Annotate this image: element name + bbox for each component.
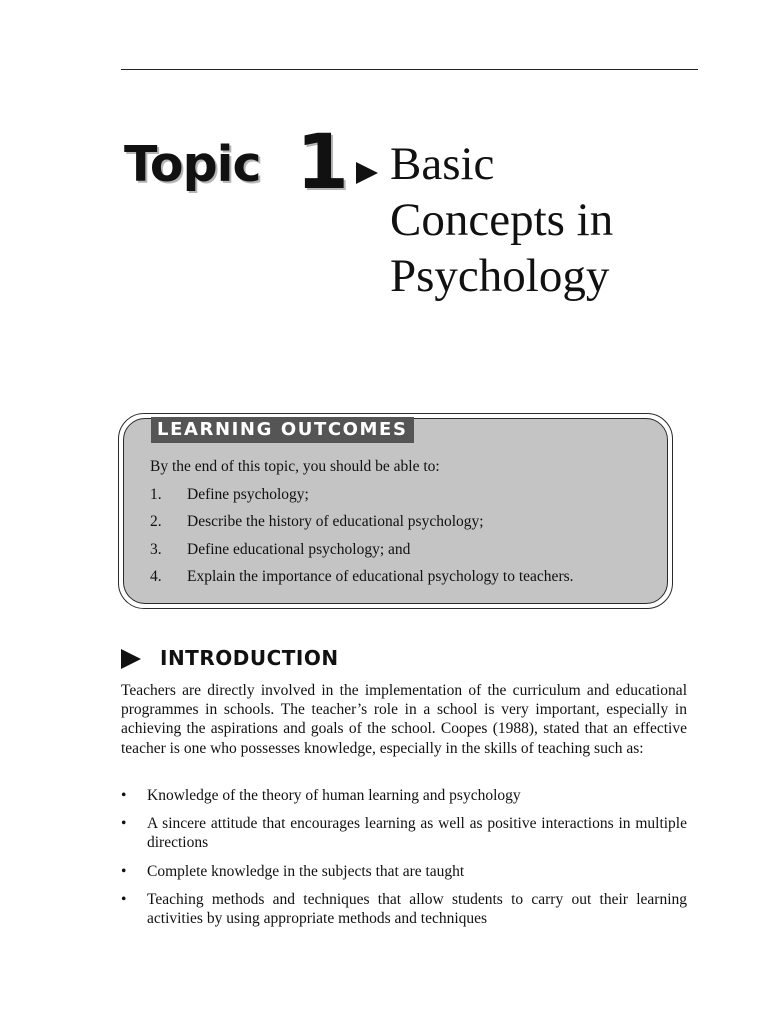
learning-outcome-text: Define educational psychology; and	[187, 541, 411, 558]
introduction-heading: INTRODUCTION	[160, 646, 339, 670]
learning-outcomes-heading: LEARNING OUTCOMES	[151, 417, 414, 443]
list-item	[121, 814, 687, 852]
topic-title	[390, 136, 690, 304]
learning-outcomes-intro: By the end of this topic, you should be able to:	[150, 458, 440, 475]
list-item-text: Complete knowledge in the subjects that are taught	[147, 862, 465, 880]
topic-title-line: Concepts in	[390, 194, 614, 246]
topic-title-line: Psychology	[390, 250, 610, 302]
list-item	[121, 890, 687, 928]
bullet-icon: •	[121, 815, 127, 833]
learning-outcome-item	[150, 513, 484, 531]
list-item-text: Knowledge of the theory of human learning and psychology	[147, 787, 521, 804]
introduction-arrow-icon	[121, 649, 141, 669]
learning-outcome-number: 3.	[150, 541, 162, 558]
learning-outcome-item	[150, 541, 410, 559]
topic-label: Topic	[124, 136, 261, 193]
learning-outcome-number: 4.	[150, 568, 162, 585]
list-item	[121, 862, 687, 881]
learning-outcome-text: Define psychology;	[187, 486, 309, 503]
learning-outcome-item	[150, 568, 574, 586]
learning-outcome-text: Explain the importance of educational psychology to teachers.	[187, 568, 574, 585]
introduction-paragraph: Teachers are directly involved in the implementation of the curriculum and educational programmes in schools. The teacher’s role in a school is very important, especially in achieving the aspirations and goals of the school. Coopes (1988), stated that an effective teacher is one who possesses knowledge, especially in the skills of teaching such as:	[121, 682, 687, 757]
bullet-icon: •	[121, 787, 127, 804]
list-item-text: A sincere attitude that encourages learning as well as positive interactions in multiple directions	[147, 815, 687, 852]
bullet-icon: •	[121, 862, 127, 880]
topic-title-line: Basic	[390, 138, 495, 190]
title-arrow-icon	[356, 162, 378, 184]
skills-list	[121, 786, 687, 937]
topic-number: 1	[296, 117, 349, 206]
learning-outcome-item	[150, 486, 309, 504]
bullet-icon: •	[121, 890, 127, 908]
top-rule	[121, 69, 698, 70]
list-item-text: Teaching methods and techniques that allow students to carry out their learning activities by using appropriate methods and techniques	[147, 890, 687, 928]
list-item	[121, 786, 687, 805]
learning-outcome-number: 1.	[150, 486, 162, 503]
learning-outcome-text: Describe the history of educational psychology;	[187, 513, 484, 530]
learning-outcome-number: 2.	[150, 513, 162, 530]
